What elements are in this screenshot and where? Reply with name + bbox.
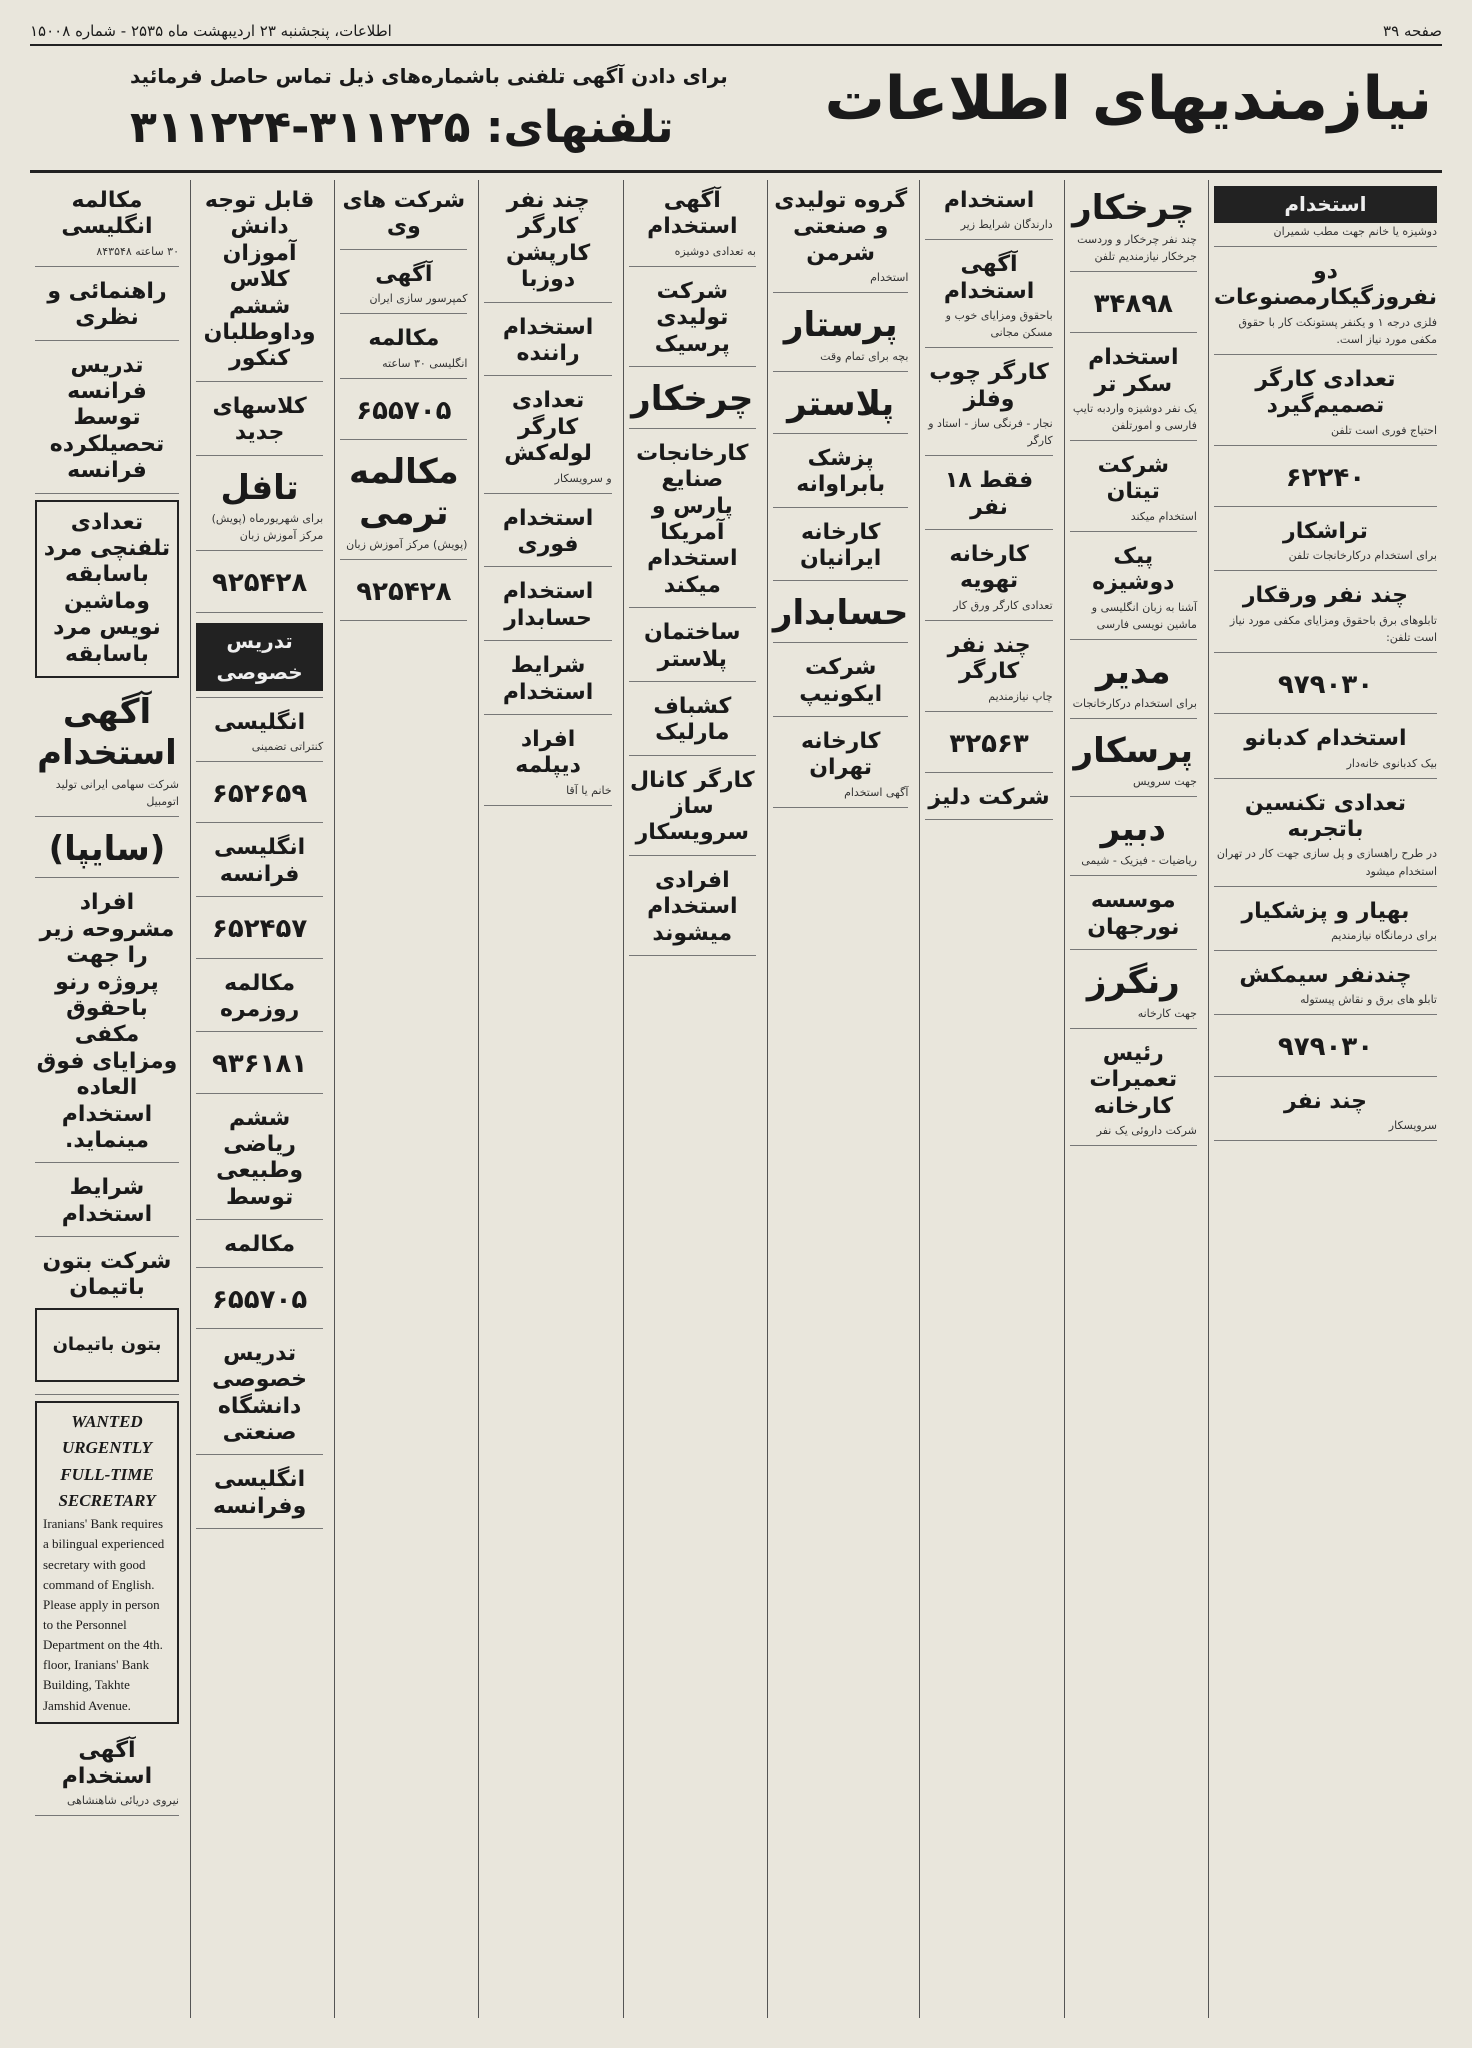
ad-body: انگلیسی ۳۰ ساعته xyxy=(382,356,468,370)
classified-ad xyxy=(925,352,1052,456)
classified-ad xyxy=(629,612,756,682)
ad-phone-number: ۶۵۵۷۰۵ xyxy=(211,1284,308,1315)
ad-heading: استخدام xyxy=(943,188,1035,213)
ad-heading: پزشک بابراوانه xyxy=(796,445,886,498)
ad-body: برای استخدام درکارخانجات تلفن xyxy=(1288,549,1437,563)
classified-ad xyxy=(340,564,467,621)
ad-body: استخدام میکند xyxy=(1130,509,1197,523)
ad-heading: شرکت تیتان xyxy=(1097,453,1169,505)
ad-heading: WANTED URGENTLY FULL-TIME SECRETARY xyxy=(58,1411,156,1510)
classified-ad xyxy=(484,571,611,641)
classified-ad xyxy=(1214,450,1437,507)
ad-column xyxy=(623,180,761,2018)
classified-ad xyxy=(196,901,323,958)
classified-ad xyxy=(35,271,179,341)
ad-heading: افراد دیپلمه xyxy=(515,726,581,779)
classified-ad xyxy=(629,433,756,608)
classified-ad xyxy=(773,438,909,508)
classified-ad xyxy=(484,307,611,377)
classified-ad xyxy=(35,882,179,1163)
classified-ad xyxy=(196,1459,323,1529)
classified-ad xyxy=(1070,880,1197,950)
classified-ad xyxy=(1070,337,1197,441)
ad-body: سرویسکار xyxy=(1388,1119,1437,1133)
classified-ad xyxy=(773,585,909,643)
classified-ad xyxy=(196,555,323,612)
ad-heading: استخدام حسابدار xyxy=(502,579,594,631)
ad-heading: مکالمه انگلیسی xyxy=(61,188,153,240)
ad-body: برای استخدام درکارخانجات xyxy=(1072,696,1197,710)
classified-ad xyxy=(35,345,179,494)
classified-ad xyxy=(925,180,1052,240)
ad-body: جهت سرویس xyxy=(1133,775,1197,789)
ad-body: دوشیزه یا خانم جهت مطب شمیران xyxy=(1273,225,1437,238)
ad-body: به تعدادی دوشیزه xyxy=(674,244,756,258)
ad-body: آگهی استخدام xyxy=(844,785,909,799)
ad-phone-number: ۹۷۹۰۳۰ xyxy=(1277,669,1374,700)
ad-body: استخدام xyxy=(870,271,909,285)
ad-heading: شرکت بتون باتیمان xyxy=(42,1249,172,1301)
classified-ad xyxy=(1070,644,1197,719)
page-title: نیازمندیهای اطلاعات xyxy=(824,64,1432,134)
classified-ad xyxy=(196,1333,323,1456)
ad-heading: آگهی استخدام xyxy=(61,1737,153,1790)
classified-ad xyxy=(35,1167,179,1237)
classified-ad xyxy=(1214,511,1437,571)
ad-columns xyxy=(30,180,1442,2018)
ad-heading: موسسه نورجهان xyxy=(1087,888,1180,940)
ad-heading: پیک دوشیزه xyxy=(1092,543,1175,596)
ad-heading: مدیر xyxy=(1095,651,1171,692)
ad-heading: فقط ۱۸ نفر xyxy=(944,468,1034,520)
ad-body: باحقوق ومزایای خوب و مسکن مجانی xyxy=(945,309,1053,340)
ad-body: برای شهریورماه (پویش) مرکز آموزش زبان xyxy=(211,512,324,543)
classified-ad xyxy=(1214,718,1437,778)
classified-ad xyxy=(196,460,323,552)
ad-body: تابلوهای برق باحقوق ومزایای مکفی مورد نیاز است تلفن: xyxy=(1229,613,1437,644)
ad-heading: حسابدار xyxy=(772,593,909,634)
ad-body: دارندگان شرایط زیر xyxy=(960,218,1053,232)
ad-body: تابلو های برق و نقاش پیستوله xyxy=(1300,993,1437,1007)
classified-ad xyxy=(35,500,179,678)
classified-ad xyxy=(196,702,323,762)
ad-heading: مکالمه ترمی xyxy=(348,451,459,533)
ad-heading: انگلیسی xyxy=(214,709,306,735)
ad-heading: چند نفر کارگر کارپشن دوزبا xyxy=(505,188,591,293)
classified-ad xyxy=(925,777,1052,820)
masthead-phones: تلفنهای: ۳۱۱۲۲۵-۳۱۱۲۲۴ xyxy=(130,102,674,153)
ad-body: و سرویسکار xyxy=(554,471,612,485)
ad-body: کنتراتی تضمینی xyxy=(251,740,324,754)
ad-heading: مکالمه xyxy=(224,1232,296,1258)
ad-heading: کارخانه تهویه xyxy=(949,541,1029,594)
ad-heading: ششم ریاضی وطبیعی توسط xyxy=(216,1105,304,1210)
classified-ad xyxy=(1214,955,1437,1015)
classified-ad xyxy=(35,1730,179,1817)
ad-heading: استخدام سکر تر xyxy=(1088,345,1179,397)
ad-heading: چرخکار xyxy=(1072,188,1195,228)
company-logo: بتون باتیمان xyxy=(35,1308,179,1382)
ad-phone-number: ۶۵۵۷۰۵ xyxy=(356,395,452,426)
ad-heading: تدریس فرانسه توسط تحصیلکرده فرانسه xyxy=(49,352,165,484)
ad-heading: راهنمائی و نظری xyxy=(47,278,167,331)
classified-ad xyxy=(196,617,323,698)
ad-phone-number: ۶۵۲۴۵۷ xyxy=(211,914,308,945)
classified-ad xyxy=(1214,251,1437,355)
classified-ad xyxy=(1070,1033,1197,1146)
ad-heading: افراد مشروحه زیر را جهت پروژه رنو باحقوق مکفی ومزایای فوق العاده استخدام مینماید. xyxy=(36,890,178,1153)
ad-body: نیروی دریائی شاهنشاهی xyxy=(66,1794,179,1808)
classified-ad xyxy=(629,271,756,367)
classified-ad xyxy=(196,180,323,382)
classified-ad xyxy=(196,827,323,897)
ad-body: چند نفر چرخکار و وردست جرخکار نیازمندیم تلفن xyxy=(1077,232,1197,263)
ad-body: ۳۰ ساعته ۸۴۳۵۴۸ xyxy=(96,244,179,258)
ad-heading: شرکت ایکونیپ xyxy=(799,655,883,707)
classified-ad xyxy=(1070,276,1197,333)
classified-ad xyxy=(196,1036,323,1093)
classified-ad xyxy=(925,244,1052,348)
classified-ad xyxy=(925,460,1052,530)
classified-ad xyxy=(196,1098,323,1221)
ad-body: ریاضیات - فیزیک - شیمی xyxy=(1081,854,1197,868)
ad-heading: استخدام کدبانو xyxy=(1244,726,1407,752)
ad-phone-number: ۶۲۲۴۰ xyxy=(1285,462,1366,493)
classified-ad xyxy=(1070,445,1197,532)
ad-heading: چند نفر کارگر xyxy=(947,632,1031,685)
ad-phone-number: ۹۳۶۱۸۱ xyxy=(211,1049,308,1080)
ad-body: Iranians' Bank requires a bilingual experienced secretary with good command of English. Please apply in person to the Personnel Department on the 4th. floor, Iranians' Bank Building, Takhte Jamshid Avenue. xyxy=(42,1516,165,1713)
classified-ad xyxy=(196,1272,323,1329)
ad-heading: استخدام xyxy=(1214,186,1437,223)
classified-ad xyxy=(773,721,909,808)
ad-heading: افرادی استخدام میشوند xyxy=(647,867,738,946)
ad-heading: استخدام فوری xyxy=(502,505,594,557)
ad-heading: رئیس تعمیرات کارخانه xyxy=(1089,1040,1178,1119)
ad-body: بیک کدبانوی خانه‌دار xyxy=(1346,756,1437,770)
classified-ad xyxy=(484,719,611,806)
classified-ad xyxy=(340,254,467,314)
ad-heading: چرخکار xyxy=(631,379,754,419)
ad-heading: چندنفر سیمکش xyxy=(1239,963,1412,989)
classified-ad xyxy=(629,180,756,267)
classified-ad xyxy=(196,766,323,823)
classified-ad xyxy=(773,297,909,372)
classified-ad xyxy=(773,180,909,293)
classified-ad xyxy=(196,386,323,456)
issue-line: اطلاعات، پنجشنبه ۲۳ اردیبهشت ماه ۲۵۳۵ - شماره ۱۵۰۰۸ xyxy=(30,22,392,40)
ad-heading: کشباف مارلیک xyxy=(653,693,732,746)
classified-ad xyxy=(484,380,611,493)
classified-ad xyxy=(1214,783,1437,887)
ad-body: خانم یا آقا xyxy=(566,783,612,797)
ad-body: نجار - فرنگی ساز - استاد و کارگر xyxy=(928,417,1053,448)
ad-heading: تعدادی تکنسین باتجربه xyxy=(1244,790,1407,843)
ad-heading: تدریس خصوصی دانشگاه صنعتی xyxy=(212,1340,308,1446)
ad-body: بچه برای تمام وقت xyxy=(820,350,909,364)
ad-phone-number: ۶۵۲۶۵۹ xyxy=(211,779,308,810)
classified-ad xyxy=(196,963,323,1033)
ad-heading: چند نفر ورقکار xyxy=(1242,583,1408,609)
classified-ad xyxy=(35,1241,179,1395)
classified-ad xyxy=(196,1224,323,1267)
ad-heading: آگهی استخدام xyxy=(647,188,738,240)
ad-heading: تعدادی کارگر تصمیم‌گیرد xyxy=(1255,366,1396,419)
ad-body: آشنا به زبان انگلیسی و ماشین نویسی فارسی xyxy=(1091,600,1197,631)
ad-body: فلزی درجه ۱ و یکنفر پستونکت کار با حقوق مکفی مورد نیاز است. xyxy=(1238,315,1437,346)
classified-ad xyxy=(340,318,467,378)
classified-ad xyxy=(340,444,467,560)
ad-column xyxy=(767,180,914,2018)
masthead-subtitle: برای دادن آگهی تلفنی باشماره‌های ذیل تماس حاصل فرمائید xyxy=(130,64,728,88)
classified-ad xyxy=(1214,891,1437,951)
ad-heading: کارخانه ایرانیان xyxy=(800,519,882,572)
classified-ad xyxy=(1214,657,1437,714)
ad-heading: مکالمه روزمره xyxy=(219,970,300,1022)
classified-ad xyxy=(925,716,1052,773)
ad-heading: پرستار xyxy=(783,305,898,346)
classified-ad xyxy=(484,498,611,568)
ad-body: شرکت داروئی یک نفر xyxy=(1096,1124,1197,1138)
masthead xyxy=(130,58,1432,168)
ad-body: (پویش) مرکز آموزش زبان xyxy=(346,537,468,551)
ad-body: احتیاج فوری است تلفن xyxy=(1330,423,1437,437)
ad-body: تعدادی کارگر ورق کار xyxy=(953,598,1053,612)
ad-heading: ساختمان پلاستر xyxy=(644,620,741,672)
ad-heading: تدریس خصوصی xyxy=(196,623,323,691)
classified-ad xyxy=(35,684,179,817)
ad-heading: آگهی xyxy=(375,261,433,287)
ad-heading: دبیر xyxy=(1100,809,1166,850)
ad-phone-number: ۹۲۵۴۲۸ xyxy=(211,568,308,599)
page-number: صفحه ۳۹ xyxy=(1383,22,1442,40)
ad-heading: تعدادی کارگر لوله‌کش xyxy=(504,388,592,467)
classified-ad xyxy=(484,180,611,303)
classified-ad xyxy=(773,647,909,717)
ad-body: یک نفر دوشیزه واردبه تایپ فارسی و امورتلفن xyxy=(1072,401,1197,433)
ad-heading: انگلیسی وفرانسه xyxy=(212,1467,307,1519)
ad-column xyxy=(190,180,328,2018)
ad-phone-number: ۹۷۹۰۳۰ xyxy=(1277,1032,1374,1063)
ad-body: شرکت سهامی ایرانی تولید اتومبیل xyxy=(55,777,179,808)
ad-heading: شرایط استخدام xyxy=(502,653,594,705)
ad-heading: کارخانه تهران xyxy=(800,729,881,781)
classified-ad xyxy=(629,760,756,856)
ad-column xyxy=(1208,180,1442,2018)
classified-ad xyxy=(1070,801,1197,876)
ad-heading: استخدام راننده xyxy=(502,314,594,366)
ad-body: چاپ نیازمندیم xyxy=(988,689,1053,703)
ad-heading: آگهی استخدام xyxy=(37,691,177,773)
ad-column xyxy=(334,180,472,2018)
ad-heading: پلاستر xyxy=(787,384,895,425)
classified-ad xyxy=(340,180,467,250)
classified-ad xyxy=(925,534,1052,621)
ad-phone-number: ۳۴۸۹۸ xyxy=(1093,288,1173,319)
ad-heading: شرایط استخدام xyxy=(61,1175,153,1227)
classified-ad xyxy=(1070,536,1197,640)
ad-heading: بهیار و پزشکیار xyxy=(1241,898,1410,924)
ad-heading: شرکت های وی xyxy=(342,188,466,240)
ad-heading: تافل xyxy=(220,467,299,508)
ad-heading: پرسکار xyxy=(1073,730,1194,771)
classified-ad xyxy=(925,625,1052,712)
ad-heading: شرکت تولیدی پرسیک xyxy=(654,278,730,357)
classified-ad xyxy=(1214,180,1437,247)
ad-body: جهت کارخانه xyxy=(1137,1006,1197,1020)
classified-ad xyxy=(1214,1081,1437,1141)
classified-ad xyxy=(484,645,611,715)
ad-heading: کلاسهای جدید xyxy=(212,393,307,446)
ad-body: در طرح راهسازی و پل سازی جهت کار در تهران استخدام میشود xyxy=(1216,847,1437,878)
ad-column xyxy=(919,180,1057,2018)
ad-heading: تراشکار xyxy=(1283,519,1368,545)
ad-column xyxy=(30,180,184,2018)
ad-body: کمپرسور سازی ایران xyxy=(369,292,468,306)
classified-ad xyxy=(35,180,179,267)
classified-ad xyxy=(35,1401,179,1724)
classified-ad xyxy=(773,376,909,434)
ad-heading: دو نفروزگیکارمصنوعات xyxy=(1213,259,1437,311)
ad-heading: شرکت دلیز xyxy=(928,784,1050,810)
ad-heading: قابل توجه دانش آموزان کلاس ششم وداوطلبان کنکور xyxy=(203,188,316,372)
classified-ad xyxy=(35,821,179,879)
classified-ad xyxy=(629,860,756,956)
classified-ad xyxy=(1070,954,1197,1029)
classified-ad xyxy=(629,371,756,429)
ad-heading: تعدادی تلفنچی مرد باسابقه وماشین نویس مرد باسابقه xyxy=(43,509,171,667)
ad-body: برای درمانگاه نیازمندیم xyxy=(1331,928,1437,942)
classified-ad xyxy=(1214,1019,1437,1076)
masthead-rule xyxy=(30,170,1442,173)
ad-heading: کارگر کانال ساز سرویسکار xyxy=(630,767,755,846)
classified-ad xyxy=(773,512,909,582)
ad-column xyxy=(478,180,616,2018)
ad-phone-number: ۹۲۵۴۲۸ xyxy=(356,576,452,607)
ad-heading: رنگرز xyxy=(1086,962,1180,1003)
classified-ad xyxy=(340,383,467,440)
classified-ad xyxy=(1214,359,1437,446)
ad-heading: کارخانجات صنایع پارس و آمریکا استخدام میکند xyxy=(636,440,749,598)
ad-column xyxy=(1064,180,1202,2018)
ad-heading: مکالمه xyxy=(368,326,440,352)
ad-heading: کارگر چوب وفلز xyxy=(929,360,1049,412)
classified-ad xyxy=(629,686,756,756)
ad-phone-number: ۳۲۵۶۳ xyxy=(949,728,1029,759)
ad-heading: انگلیسی فرانسه xyxy=(214,835,306,887)
ad-heading: (سایپا) xyxy=(48,828,166,869)
ad-heading: آگهی استخدام xyxy=(943,252,1035,304)
ad-heading: گروه تولیدی و صنعتی شرمن xyxy=(774,188,908,266)
classified-ad xyxy=(1070,723,1197,798)
classified-ad xyxy=(1214,575,1437,652)
classified-ad xyxy=(1070,180,1197,272)
ad-heading: چند نفر xyxy=(1283,1088,1367,1114)
top-info-line xyxy=(30,22,1442,46)
